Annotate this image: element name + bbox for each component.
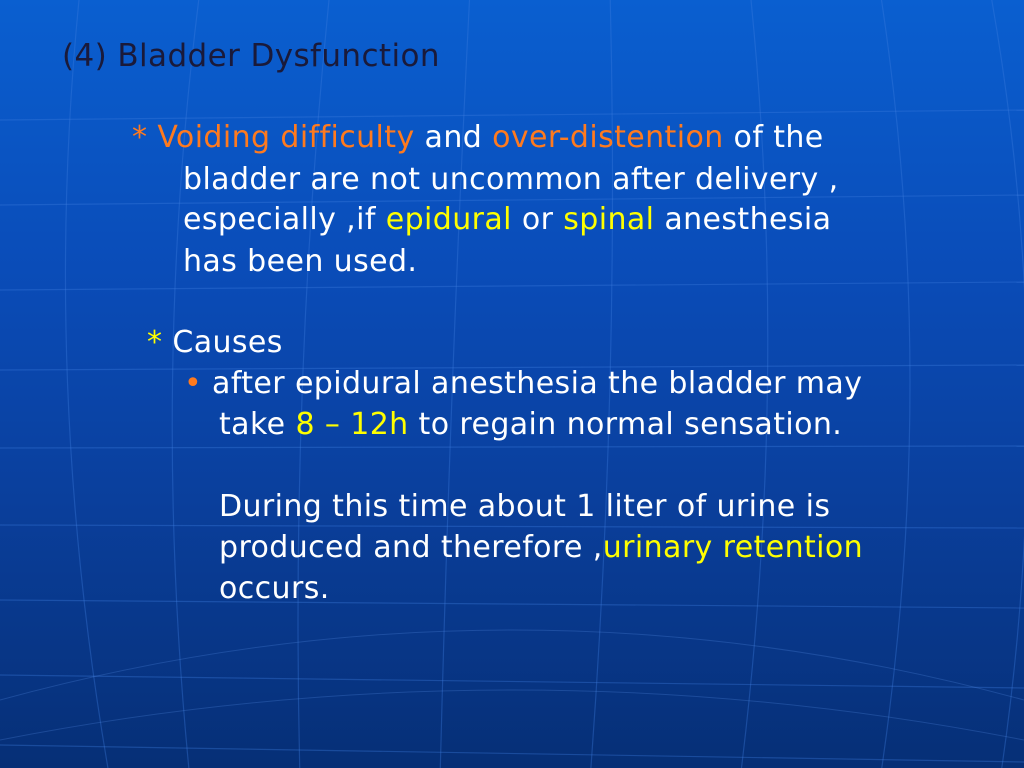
epidural-text: epidural: [385, 202, 512, 237]
p1-line-4: has been used.: [183, 244, 418, 279]
anesthesia-text: anesthesia: [654, 202, 832, 237]
p1-line-2: bladder are not uncommon after delivery ,: [183, 162, 839, 197]
hours-text: 8 – 12h: [295, 407, 409, 442]
causes-label: Causes: [172, 325, 283, 360]
causes-star: *: [147, 325, 173, 360]
bullet-line-1: [184, 364, 862, 404]
para-line-3: occurs.: [219, 571, 330, 606]
urinary-retention-text: urinary retention: [602, 530, 864, 565]
bullet-text: after epidural anesthesia the bladder may: [212, 366, 863, 401]
para-line-1: During this time about 1 liter of urine is: [219, 489, 831, 524]
especially-text: especially ,if: [183, 202, 386, 237]
regain-text: to regain normal sensation.: [408, 407, 843, 442]
take-text: take: [219, 407, 296, 442]
spinal-text: spinal: [563, 202, 655, 237]
or-text: or: [511, 202, 564, 237]
bullet-dot: •: [184, 366, 213, 401]
p1-line-1: [132, 118, 824, 158]
and-text: and: [414, 120, 493, 155]
causes-heading: [147, 323, 283, 363]
voiding-difficulty-text: Voiding difficulty: [157, 120, 415, 155]
p1-star: *: [132, 120, 158, 155]
of-the-text: of the: [723, 120, 824, 155]
para-line-2: [219, 528, 863, 568]
slide-title: (4) Bladder Dysfunction: [62, 38, 440, 74]
produced-text: produced and therefore ,: [219, 530, 603, 565]
p1-line-3: [183, 200, 831, 240]
over-distention-text: over-distention: [492, 120, 724, 155]
bullet-line-2: [219, 405, 842, 445]
